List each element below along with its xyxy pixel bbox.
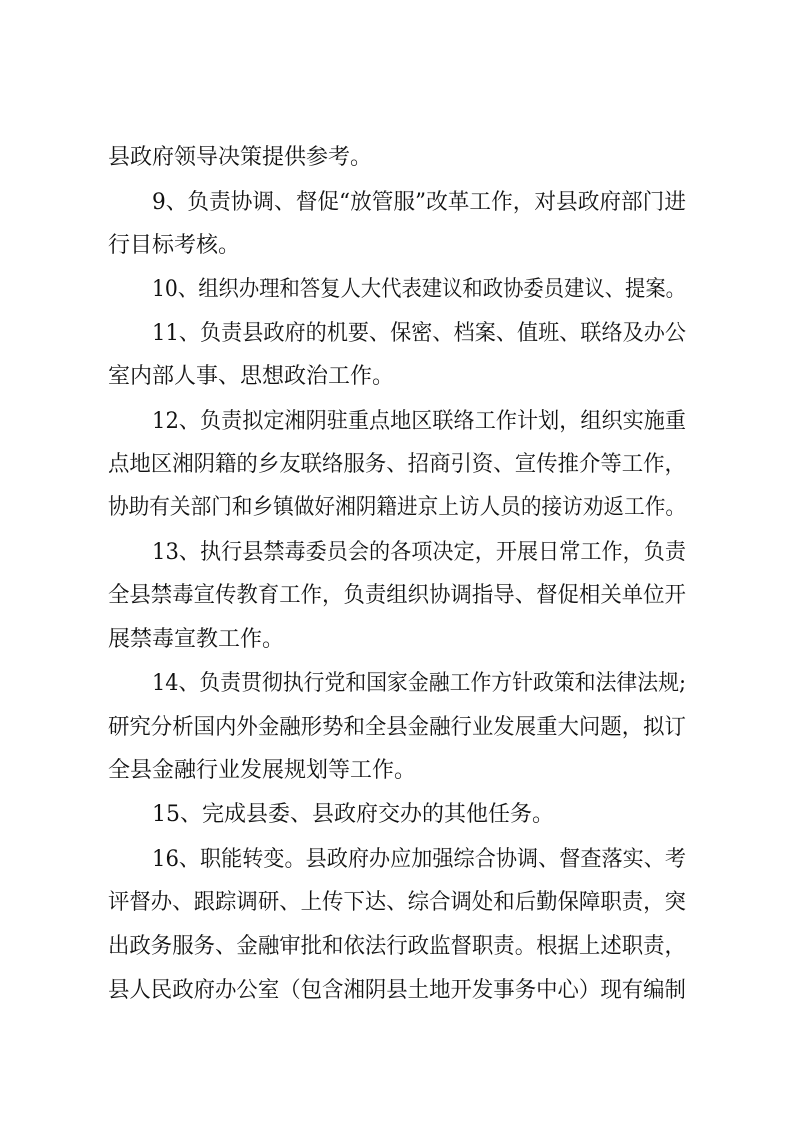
text-line — [0, 751, 793, 791]
text-line — [0, 226, 793, 266]
line-text: 出政务服务、金融审批和依法行政监督职责。根据上述职责， — [108, 934, 686, 959]
text-line — [0, 795, 793, 835]
text-line — [0, 402, 793, 442]
text-line — [0, 488, 793, 528]
line-text: 室内部人事、思想政治工作。 — [108, 364, 395, 389]
line-text: 展禁毒宣教工作。 — [108, 627, 285, 652]
line-text: 研究分析国内外金融形势和全县金融行业发展重大问题，拟订 — [108, 715, 686, 740]
text-line — [0, 270, 793, 310]
line-text: 协助有关部门和乡镇做好湘阴籍进京上访人员的接访劝返工作。 — [108, 495, 687, 520]
line-text: 11、负责县政府的机要、保密、档案、值班、联络及办公 — [152, 321, 686, 346]
line-text: 12、负责拟定湘阴驻重点地区联络工作计划，组织实施重 — [152, 409, 686, 434]
line-text: 13、执行县禁毒委员会的各项决定，开展日常工作，负责 — [152, 540, 686, 565]
text-line — [0, 620, 793, 660]
line-text: 全县禁毒宣传教育工作，负责组织协调指导、督促相关单位开 — [108, 583, 686, 608]
text-line — [0, 708, 793, 748]
text-line — [0, 971, 793, 1011]
line-text: 评督办、跟踪调研、上传下达、综合调处和后勤保障职责，突 — [108, 890, 686, 915]
text-line — [0, 927, 793, 967]
line-text: 行目标考核。 — [108, 233, 241, 258]
text-line — [0, 314, 793, 354]
line-text: 9、负责协调、督促“放管服”改革工作，对县政府部门进 — [152, 190, 686, 215]
text-line — [0, 576, 793, 616]
line-text: 县人民政府办公室（包含湘阴县土地开发事务中心）现有编制 — [108, 978, 686, 1003]
text-line — [0, 183, 793, 223]
line-text: 10、组织办理和答复人大代表建议和政协委员建议、提案。 — [152, 277, 687, 302]
text-line — [0, 883, 793, 923]
text-line — [0, 138, 793, 178]
text-line — [0, 445, 793, 485]
line-text: 全县金融行业发展规划等工作。 — [108, 758, 417, 783]
line-text: 14、负责贯彻执行党和国家金融工作方针政策和法律法规; — [152, 671, 687, 696]
line-text: 县政府领导决策提供参考。 — [108, 145, 373, 170]
line-text: 点地区湘阴籍的乡友联络服务、招商引资、宣传推介等工作， — [108, 452, 686, 477]
line-text: 16、职能转变。县政府办应加强综合协调、督查落实、考 — [152, 847, 686, 872]
line-text: 15、完成县委、县政府交办的其他任务。 — [152, 802, 554, 827]
text-line — [0, 533, 793, 573]
text-line — [0, 357, 793, 397]
text-line — [0, 840, 793, 880]
text-line — [0, 664, 793, 704]
